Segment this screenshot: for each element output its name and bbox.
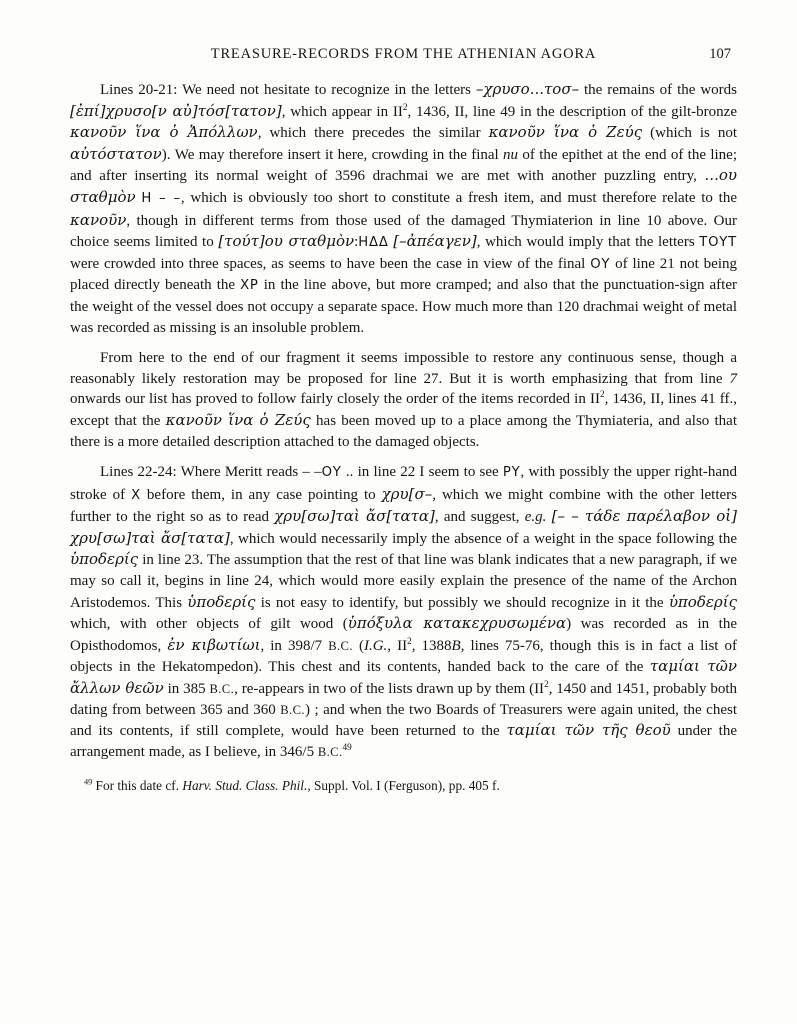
text-run: ταμίαι τῶν τῆς θεοῦ bbox=[506, 721, 671, 740]
text-run: 7 bbox=[729, 370, 737, 387]
page-number: 107 bbox=[709, 46, 731, 62]
text-run: , 1436, II, line 49 in the description of the gilt-bronze bbox=[407, 103, 737, 120]
text-run: ἐν κιβωτίωι bbox=[167, 635, 261, 654]
text-run: ΧΡ bbox=[240, 278, 259, 294]
article-body bbox=[70, 79, 737, 795]
text-run: ...ου σταθμὸν bbox=[70, 166, 737, 206]
text-run: , with possibly the upper right-hand stroke of bbox=[70, 464, 738, 503]
paragraph bbox=[70, 79, 737, 338]
text-run: [ἐπί]χρυσο[ν αὐ]τόσ[τατον] bbox=[70, 101, 282, 120]
text-run: κανοῦν ἵνα ὁ Ζεύς bbox=[488, 123, 643, 142]
text-run: is not easy to identify, but possibly we should recognize in it the bbox=[255, 594, 669, 611]
text-run: κανοῦν bbox=[70, 210, 127, 229]
text-run: ταμίαι τῶν ἄλλων θεῶν bbox=[70, 657, 737, 698]
text-run: of line 21 not being placed directly beneath the bbox=[70, 255, 738, 294]
page-title: TREASURE-RECORDS FROM THE ATHENIAN AGORA bbox=[210, 46, 597, 62]
text-run: 49 bbox=[84, 777, 93, 787]
text-run: nu bbox=[503, 146, 519, 163]
text-run: [– – τάδε παρέλαβον οἱ] χρυ[σω]ταὶ ἄσ[τατα] bbox=[70, 507, 737, 547]
text-run: [τούτ]ου σταθμὸν bbox=[218, 232, 355, 251]
text-run: 49 bbox=[342, 742, 352, 753]
text-run: B bbox=[451, 637, 461, 654]
text-run: Harv. Stud. Class. Phil. bbox=[182, 778, 308, 794]
text-run: in line 23. The assumption that the rest of that line was blank indicates that a new paragraph, if we may so call it, begins in line 24, which would more easily explain the presence of the name of the Archon Aristodemos. This bbox=[70, 552, 737, 611]
text-run: κανοῦν ἵνα ὁ Ἀπόλλων bbox=[70, 123, 258, 142]
text-run: ὑποδερίς bbox=[70, 550, 139, 569]
paragraph bbox=[70, 348, 737, 452]
text-run: onwards our list has proved to follow fairly closely the order of the items recorded in II bbox=[70, 391, 600, 408]
text-run: Lines 20-21: We need not hesitate to recognize in the letters bbox=[100, 82, 476, 98]
text-run: in 385 bbox=[163, 681, 210, 698]
text-run: ( bbox=[352, 637, 364, 654]
text-run: in the line above, but more cramped; and also that the punctuation-sign after the weight of the vessel does not occupy a separate space. How much more than 120 drachmai weight of metal was recorded as missing is an insoluble problem. bbox=[70, 277, 737, 336]
text-run: , which we might combine with the other letters further to the right so as to read bbox=[70, 486, 738, 526]
running-head bbox=[70, 46, 737, 63]
text-run: , lines 75-76, though this is in fact a list of objects in the Hekatompedon). This chest and its contents, handed back to the care of the bbox=[70, 637, 738, 676]
text-run: ΟΥ bbox=[590, 256, 611, 272]
text-run: , II bbox=[387, 637, 408, 654]
paragraph bbox=[70, 462, 737, 762]
text-run: , and suggest, bbox=[434, 509, 525, 526]
text-run: 2 bbox=[599, 390, 605, 401]
text-run: were crowded into three spaces, as seems to have been the case in view of the final bbox=[70, 255, 591, 272]
text-run: , Suppl. Vol. I (Ferguson), pp. 405 f. bbox=[307, 778, 500, 794]
text-run: 2 bbox=[402, 102, 408, 113]
text-run: ὑπόξυλα κατακεχρυσωμένα bbox=[347, 614, 567, 633]
text-run: HΔΔ bbox=[358, 235, 389, 251]
text-run: From here to the end of our fragment it seems impossible to restore any continuous sense, though a reasonably likely restoration may be proposed for line 27. But it is worth emphasizing that from line bbox=[70, 350, 737, 387]
text-run: ὑποδερίς bbox=[668, 592, 738, 611]
text-run: , in 398/7 bbox=[260, 637, 329, 654]
text-run: ὑποδερίς bbox=[187, 592, 256, 611]
text-run: (which is not bbox=[642, 125, 738, 142]
text-run: –χρυσο...τοσ– bbox=[475, 80, 580, 98]
text-run: B.C. bbox=[317, 744, 343, 759]
text-run: the remains of the words bbox=[579, 82, 737, 98]
text-run: ΟΥ bbox=[321, 465, 342, 481]
text-run: H – – bbox=[141, 190, 181, 206]
text-run: B.C. bbox=[328, 638, 353, 653]
text-run: , 1450 and 1451, probably both dating from between 365 and 360 bbox=[70, 681, 737, 718]
text-run: Lines 22-24: Where Meritt reads – – bbox=[100, 464, 322, 481]
footnote bbox=[70, 777, 737, 795]
text-run: For this date cf. bbox=[92, 778, 183, 794]
text-run: , which would necessarily imply the absence of a weight in the space following the bbox=[229, 530, 737, 547]
text-run: αὐτόστατον bbox=[70, 144, 162, 163]
text-run: χρυ[σ– bbox=[381, 484, 433, 503]
text-run: , which would imply that the letters bbox=[476, 234, 700, 251]
text-run: ΤΟΥΤ bbox=[699, 235, 737, 251]
text-run: ). We may therefore insert it here, crowding in the final bbox=[161, 146, 504, 163]
text-run: has been moved up to a place among the Thymiateria, and also that there is a more detailed description attached to the damaged objects. bbox=[70, 412, 737, 450]
text-run: under the arrangement made, as I believe, in 346/5 bbox=[70, 723, 737, 760]
text-run: ) ; and when the two Boards of Treasurers were again united, the chest and its contents, if still complete, would have been returned to the bbox=[70, 701, 738, 740]
text-run: B.C. bbox=[209, 682, 235, 697]
text-run: e.g. bbox=[524, 509, 547, 526]
text-run: , re-appears in two of the lists drawn up by them (II bbox=[234, 681, 545, 698]
text-run: , which there precedes the similar bbox=[257, 125, 489, 142]
text-run: κανοῦν ἵνα ὁ Ζεύς bbox=[165, 410, 311, 429]
text-run: of the epithet at the end of the line; and after inserting its normal weight of 3596 drachmai we are met with another puzzling entry, bbox=[70, 146, 737, 185]
text-run: , which is obviously too short to constitute a fresh item, and must therefore relate to the bbox=[180, 189, 737, 206]
text-run: I.G. bbox=[363, 637, 388, 654]
text-run: which, with other objects of gilt wood ( bbox=[70, 616, 348, 633]
text-run: 2 bbox=[544, 680, 549, 691]
text-run: : bbox=[354, 234, 359, 251]
paragraphs bbox=[70, 79, 737, 762]
text-run: , 1436, II, lines 41 ff., except that the bbox=[70, 391, 737, 429]
text-run: [–ἀπέαγεν] bbox=[393, 232, 477, 251]
text-run: , 1388 bbox=[411, 637, 452, 654]
text-run: , though in different terms from those used of the damaged Thymiaterion in line 10 above. Our choice seems limited to bbox=[70, 212, 737, 251]
text-run: Χ bbox=[131, 487, 141, 503]
text-run: B.C. bbox=[280, 702, 305, 717]
text-run: before them, in any case pointing to bbox=[140, 486, 382, 503]
text-run: .. in line 22 I seem to see bbox=[341, 464, 503, 481]
text-run: ) was recorded as in the Opisthodomos, bbox=[70, 616, 737, 654]
text-run: ΡΥ bbox=[502, 465, 521, 481]
text-run: , which appear in II bbox=[281, 103, 403, 120]
text-run: 2 bbox=[407, 636, 412, 647]
text-run: χρυ[σω]ταὶ ἄσ[τατα] bbox=[274, 507, 435, 526]
